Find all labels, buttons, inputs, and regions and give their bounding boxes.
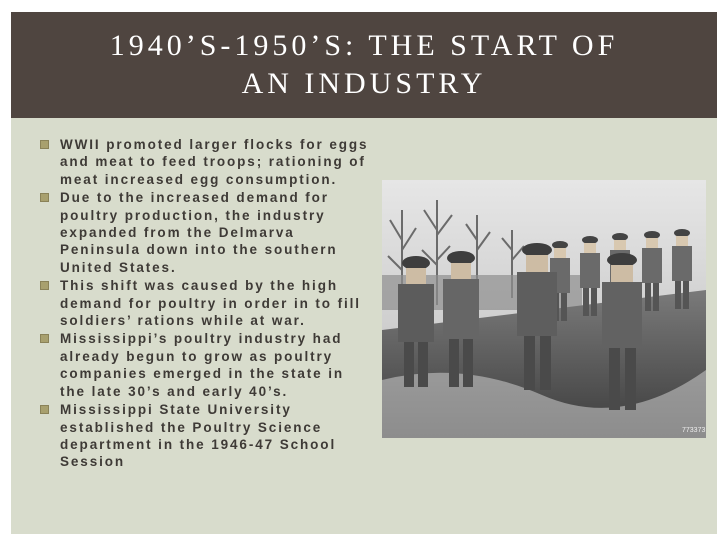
title-bar: [11, 12, 717, 118]
bullet-item: [40, 277, 370, 329]
bullet-list: [40, 136, 370, 472]
square-bullet-icon: [40, 405, 49, 414]
bullet-item: [40, 189, 370, 276]
photo-stamp: 773373: [682, 427, 706, 434]
square-bullet-icon: [40, 334, 49, 343]
bullet-text: WWII promoted larger flocks for eggs and meat to feed troops; rationing of meat increased egg consumption.: [60, 137, 369, 187]
bullet-text: Mississippi State University established the Poultry Science department in the 1946-47 School Session: [60, 402, 337, 470]
bullet-text: This shift was caused by the high demand for poultry in order in to fill soldiers’ rations while at war.: [60, 278, 361, 329]
bullet-item: [40, 136, 370, 188]
square-bullet-icon: [40, 193, 49, 202]
slide-title: 1940’S-1950’S: THE START OF AN INDUSTRY: [109, 29, 619, 100]
bullet-item: [40, 401, 370, 471]
bullet-text: Mississippi’s poultry industry had already begun to grow as poultry companies emerged in the state in the late 30’s and early 40’s.: [60, 331, 345, 399]
soldiers-marching-photo: [382, 180, 706, 438]
bullet-item: [40, 330, 370, 400]
bullet-text: Due to the increased demand for poultry production, the industry expanded from the Delmarva Peninsula down into the southern United States.: [60, 190, 338, 275]
square-bullet-icon: [40, 140, 49, 149]
square-bullet-icon: [40, 281, 49, 290]
